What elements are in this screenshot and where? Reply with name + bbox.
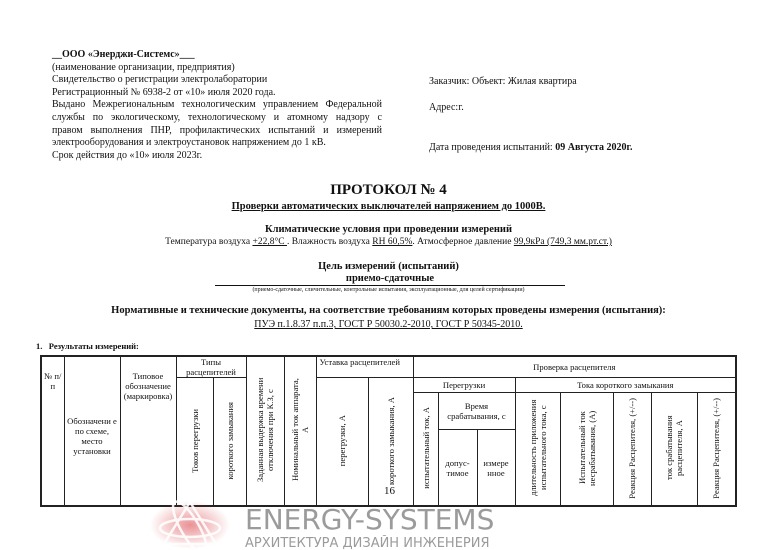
- norms-heading: Нормативные и технические документы, на соответствие требованиям которых проведены измерения (испытания):: [111, 305, 666, 316]
- issued-line: правом выполнения ПНР, профилактических испытаний и измерений: [52, 124, 382, 136]
- test-date: [429, 142, 632, 153]
- pressure-value: 99,9кPа (749,3 мм.рт.ст.): [513, 237, 612, 247]
- org-name: __ООО «Энерджи-Системс»___: [52, 49, 195, 60]
- watermark-brand: ENERGY-SYSTEMS: [245, 503, 495, 536]
- registration-line: Регистрационный № 6938-2 от «10» июля 2020 года.: [52, 86, 276, 98]
- header-check: Проверка расцепителя: [413, 356, 736, 378]
- header-overload-current: Токов перегрузки: [176, 378, 213, 507]
- issued-line: Выдано Межрегиональным технологическим управлением Федеральной: [52, 99, 382, 111]
- results-heading: 1. Результаты измерений:: [36, 341, 139, 351]
- header-measured: измере нное: [477, 430, 515, 506]
- humidity-label: . Влажность воздуха: [286, 237, 373, 247]
- header-type: Типовое обозначение (маркировка): [120, 356, 176, 506]
- header-num: № п/п: [41, 356, 64, 506]
- header-reaction-1: Реакция Расцепителя, (+/--): [613, 393, 651, 507]
- header-nominal: Номинальный ток аппарата, А: [284, 356, 316, 506]
- header-setting-overload: перегрузки, А: [316, 378, 368, 507]
- goal-caption: (приемо-сдаточные, сличительные, контрольные испытания, эксплуатационные, для целей сертификации): [252, 287, 525, 293]
- header-setting: Уставка расцепителей: [316, 356, 413, 378]
- header-trip-current: ток срабатывания расцепителя, А: [651, 393, 697, 507]
- header-duration: длительность приложения испытательного тока, с: [515, 393, 560, 507]
- temp-label: Температура воздуха: [165, 237, 253, 247]
- test-date-value: 09 Августа 2020г.: [555, 142, 633, 153]
- humidity-value: RH 60,5%: [372, 237, 413, 247]
- protocol-title: ПРОТОКОЛ № 4: [330, 182, 447, 198]
- org-name-caption: (наименование организации, предприятия): [52, 61, 235, 73]
- page-number: 16: [384, 485, 395, 497]
- header-allowed: допус- тимое: [438, 430, 477, 506]
- header-designation: Обозначени е по схеме, место установки: [64, 356, 120, 506]
- test-date-label: Дата проведения испытаний:: [429, 142, 553, 153]
- issued-line: электрооборудования и электроустановок напряжением до 1 кВ.: [52, 137, 326, 149]
- header-test-current: испытательный ток, А: [413, 393, 438, 507]
- header-nontrip-current: Испытательный ток несрабатывания, (А): [560, 393, 613, 507]
- header-release-types: Типы расцепителей: [176, 356, 246, 378]
- norms-value: ПУЭ п.1.8.37 п.п.3, ГОСТ Р 50030.2-2010, ГОСТ Р 50345-2010.: [254, 319, 523, 330]
- header-reaction-2: Реакция Расцепителя, (+/--): [697, 393, 736, 507]
- organization-block: [52, 49, 382, 162]
- header-overloads: Перегрузки: [413, 378, 515, 393]
- header-response-time: Время срабатывания, с: [438, 393, 515, 430]
- watermark-logo: [150, 500, 590, 550]
- goal-heading: Цель измерений (испытаний): [318, 261, 459, 272]
- issued-line: службы по экологическому, технологическому и атомному надзору с: [52, 111, 382, 123]
- header-sc-current: Тока короткого замыкания: [515, 378, 736, 393]
- temp-value: +22,8°С: [252, 237, 287, 247]
- watermark-tagline: АРХИТЕКТУРА ДИЗАЙН ИНЖЕНЕРИЯ: [245, 536, 490, 550]
- pressure-label: . Атмосферное давление: [412, 237, 514, 247]
- goal-value: приемо-сдаточные: [215, 273, 565, 286]
- address: Адрес:г.: [429, 102, 464, 113]
- protocol-subtitle: Проверки автоматических выключателей напряжением до 1000В.: [231, 201, 546, 212]
- header-short-circuit: короткого замыкания: [213, 378, 246, 507]
- certificate-line: Свидетельство о регистрации электролаборатории: [52, 74, 268, 86]
- header-delay: Заданная выдержка времени отключения при К.З, с: [246, 356, 284, 506]
- climate-heading: Климатические условия при проведении измерений: [264, 224, 513, 235]
- climate-conditions: [0, 237, 777, 247]
- valid-until: Срок действия до «10» июля 2023г.: [52, 149, 203, 161]
- customer-object: Заказчик: Объект: Жилая квартира: [429, 76, 577, 87]
- header-setting-short: короткого замыкания, А: [368, 378, 413, 507]
